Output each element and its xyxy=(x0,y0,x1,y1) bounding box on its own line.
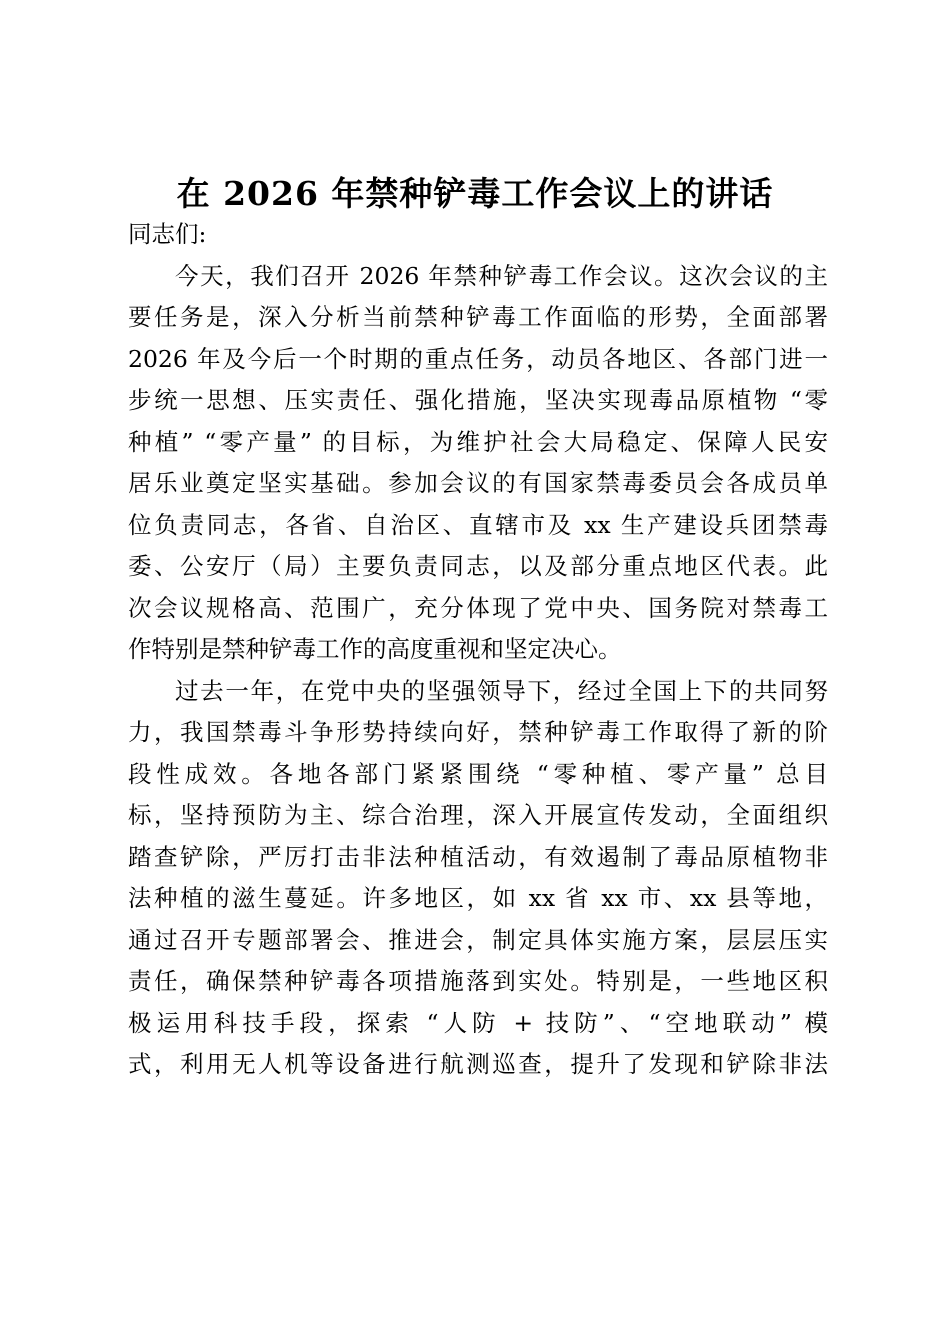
paragraph-line: 责任，确保禁种铲毒各项措施落到实处。特别是，一些地区积 xyxy=(128,967,828,995)
paragraph-line: 今天，我们召开 2026 年禁种铲毒工作会议。这次会议的主 xyxy=(175,261,828,290)
paragraph-line: 作特别是禁种铲毒工作的高度重视和坚定决心。 xyxy=(128,635,622,663)
paragraph-line: 次会议规格高、范围广，充分体现了党中央、国务院对禁毒工 xyxy=(128,593,828,622)
paragraph-line: 式，利用无人机等设备进行航测巡查，提升了发现和铲除非法 xyxy=(128,1050,828,1078)
paragraph-line: 2026 年及今后一个时期的重点任务，动员各地区、各部门进一 xyxy=(128,344,828,373)
paragraph-line: 种植” “零产量” 的目标，为维护社会大局稳定、保障人民安 xyxy=(128,427,828,456)
paragraph-line: 步统一思想、压实责任、强化措施，坚决实现毒品原植物 “零 xyxy=(128,386,828,414)
paragraph-line: 法种植的滋生蔓延。许多地区，如 xx 省 xx 市、xx 县等地， xyxy=(128,884,828,912)
paragraph-line: 要任务是，深入分析当前禁种铲毒工作面临的形势，全面部署 xyxy=(128,303,828,331)
paragraph-line: 通过召开专题部署会、推进会，制定具体实施方案，层层压实 xyxy=(128,925,828,954)
paragraph-line: 力，我国禁毒斗争形势持续向好，禁种铲毒工作取得了新的阶 xyxy=(128,718,828,746)
paragraph-line: 委、公安厅（局）主要负责同志，以及部分重点地区代表。此 xyxy=(128,552,828,580)
page-title: 在 2026 年禁种铲毒工作会议上的讲话 xyxy=(176,174,774,213)
document-body xyxy=(128,214,828,1086)
salutation: 同志们: xyxy=(128,220,207,248)
paragraph-line: 段性成效。各地各部门紧紧围绕 “零种植、零产量” 总目 xyxy=(128,759,828,788)
paragraph-line: 踏查铲除，严厉打击非法种植活动，有效遏制了毒品原植物非 xyxy=(128,842,828,871)
paragraph-line: 过去一年，在党中央的坚强领导下，经过全国上下的共同努 xyxy=(175,676,828,705)
paragraph-line: 标，坚持预防为主、综合治理，深入开展宣传发动，全面组织 xyxy=(128,801,828,829)
paragraph-line: 极运用科技手段，探索 “人防 + 技防”、“空地联动” 模 xyxy=(128,1008,828,1037)
paragraph-line: 位负责同志，各省、自治区、直辖市及 xx 生产建设兵团禁毒 xyxy=(128,510,828,539)
paragraph-line: 居乐业奠定坚实基础。参加会议的有国家禁毒委员会各成员单 xyxy=(128,469,828,497)
